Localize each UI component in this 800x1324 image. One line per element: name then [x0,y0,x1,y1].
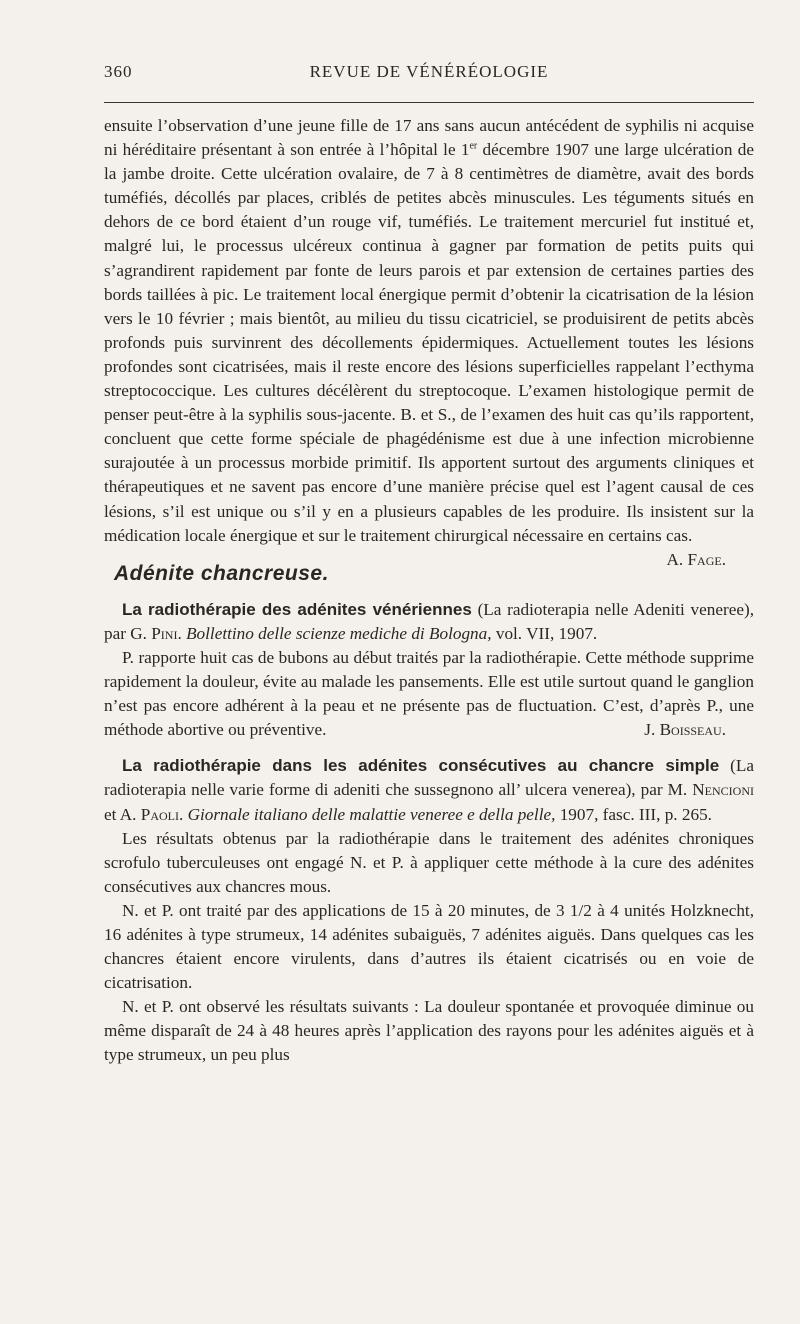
spacer [104,742,754,754]
article1-paragraph: ensuite l’observation d’une jeune fille de 17 ans sans aucun antécédent de syphilis ni acquise ni héréditaire présentant à son entrée à l’hôpital le 1er décembre 1907 une large ulcération de la jambe droite. Cette ulcération ovalaire, de 7 à 8 centimètres de diamètre, avait des bords tuméfiés, décollés par places, criblés de petites abcès minuscules. Les téguments situés en dehors de ce bord étaient d’un rouge vif, tuméfiés. Le traitement mercuriel fut institué et, malgré lui, le processus ulcéreux continua à gagner par formation de petits puits qui s’agrandirent rapidement par fonte de leurs parois et par extension de certaines parties des bords taillées à pic. Le traitement local énergique permit d’obtenir la cicatrisation de la lésion vers le 10 février ; mais bientôt, au milieu du tissu cicatriciel, se produisirent de petits abcès profonds puis survinrent des décollements épidermiques. Actuellement toutes les lésions profondes sont cicatrisées, mais il reste encore des lésions superficielles rappelant l’ecthyma streptococcique. Les cultures décélèrent du streptocoque. L’examen histologique permit de penser peut-être à la syphilis sous-jacente. B. et S., de l’examen des huit cas qu’ils rapportent, concluent que cette forme spéciale de phagédénisme est due à une infection microbienne surajoutée à un processus morbide primitif. Ils apportent surtout des arguments cliniques et thérapeutiques et ne savent pas encore d’une manière précise quel est l’agent causal de ces lésions, s’il est unique ou s’il y en a plusieurs capables de les produire. Ils insistent sur la médication locale énergique et sur le traitement chirurgical nécessaire en certains cas. A. Fage. [104,114,754,548]
article3-title: La radiothérapie dans les adénites consécutives au chancre simple [122,756,720,776]
running-title: REVUE DE VÉNÉRÉOLOGIE [309,62,549,81]
article3-author-1: Nencioni [692,780,754,800]
article1-signature: A. Fage. [666,549,726,569]
article2-author: Pini [151,623,178,643]
running-header [104,62,754,88]
article2-reference: La radiothérapie des adénites vénériennes (La radioterapia nelle Adeniti veneree), par G. Pini. Bollettino delle scienze mediche di Bologna, vol. VII, 1907. [104,599,754,643]
article3-reference: La radiothérapie dans les adénites consécutives au chancre simple (La radioterapia nelle varie forme di adeniti che sussegnono all’ ulcera venerea), par M. Nencioni et A. Paoli. Giornale italiano delle malattie veneree e della pelle, 1907, fasc. III, p. 265. [104,756,754,824]
page-number: 360 [104,62,133,81]
article3-author-2: Paoli [140,804,179,824]
article2-signature: J. Boisseau. [644,720,726,740]
article3-paragraph-3: N. et P. ont observé les résultats suivants : La douleur spontanée et provoquée diminue ou même disparaît de 24 à 48 heures après l’application des rayons pour les adénites aiguës et à type strumeux, un peu plus [104,997,754,1065]
article3-paragraph-2: N. et P. ont traité par des applications de 15 à 20 minutes, de 3 1/2 à 4 unités Holzknecht, 16 adénites à type strumeux, 14 adénites subaiguës, 7 adénites aiguës. Dans quelques cas les chancres étaient encore virulents, dans d’autres ils étaient cicatrisés ou en voie de cicatrisation. [104,900,754,993]
article2-body: P. rapporte huit cas de bubons au début traités par la radiothérapie. Cette méthode supprime rapidement la douleur, évite au malade les pansements. Elle est utile surtout quand le ganglion n’est pas encore adhérent à la peau et ne présente pas de fluctuation. C’est, d’après P., une méthode abortive ou préventive. J. Boisseau. [104,646,754,742]
article3-paragraph-1: Les résultats obtenus par la radiothérapie dans le traitement des adénites chroniques scrofulo tuberculeuses ont engagé N. et P. à appliquer cette méthode à la cure des adénites consécutives aux chancres mous. [104,828,754,896]
article2-title: La radiothérapie des adénites vénériennes [122,599,472,619]
article3-journal: Giornale italiano delle malattie veneree e della pelle, [187,804,556,824]
header-rule [104,102,754,103]
page-body [104,114,754,1068]
section-heading: Adénite chancreuse. [114,561,329,585]
article2-journal: Bollettino delle scienze mediche di Bologna, [186,623,492,643]
